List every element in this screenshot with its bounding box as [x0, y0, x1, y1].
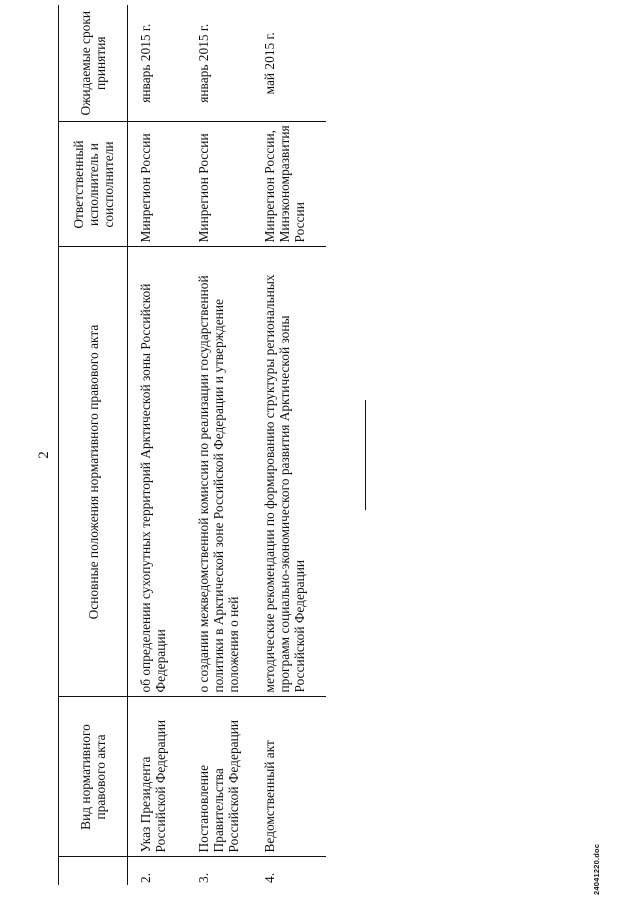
table-row — [128, 5, 187, 885]
page-number: 2 — [36, 451, 52, 459]
row-number: 2. — [138, 872, 153, 883]
legal-acts-table — [58, 5, 326, 885]
end-separator-line — [365, 400, 366, 510]
deadline-cell: май 2015 г. — [250, 5, 326, 122]
executor-cell: Минрегион России, Минэкономразвития России — [250, 122, 326, 247]
provisions-cell: об определении сухопутных территорий Арктической зоны Российской Федерации — [128, 247, 187, 697]
provisions-cell: о создании межведомственной комиссии по реализации государственной политики в Арктической зоне Российской Федерации и утверждение положения о ней — [186, 247, 250, 697]
footer-filename: 24041220.doc — [592, 843, 601, 895]
header-num — [59, 857, 128, 885]
executor-cell: Минрегион России — [186, 122, 250, 247]
act-kind-cell: Ведомственный акт — [250, 697, 326, 857]
header-provisions: Основные положения нормативного правового акта — [59, 247, 128, 697]
row-number: 4. — [262, 872, 277, 883]
table-header-row — [59, 5, 128, 885]
executor-cell: Минрегион России — [128, 122, 187, 247]
act-kind-cell: Постановление Правительства Российской Федерации — [186, 697, 250, 857]
table-row — [186, 5, 250, 885]
provisions-cell: методические рекомендации по формированию структуры региональных программ социально-экономического развития Арктической зоны Российской Федерации — [250, 247, 326, 697]
table-row — [250, 5, 326, 885]
row-number: 3. — [196, 872, 211, 883]
deadline-cell: январь 2015 г. — [186, 5, 250, 122]
header-deadline: Ожидаемые сроки принятия — [59, 5, 128, 122]
act-kind-cell: Указ Президента Российской Федерации — [128, 697, 187, 857]
deadline-cell: январь 2015 г. — [128, 5, 187, 122]
header-act-kind: Вид нормативного правового акта — [59, 697, 128, 857]
header-executor: Ответственный исполнитель и соисполнители — [59, 122, 128, 247]
